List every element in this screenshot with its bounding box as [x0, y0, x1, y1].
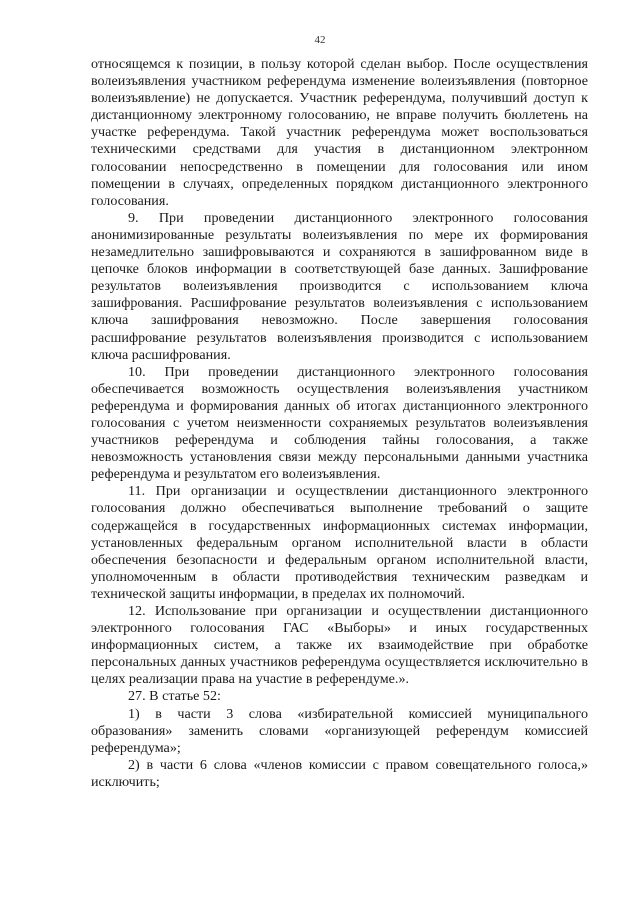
paragraph-clause-9: 9. При проведении дистанционного электронного голосования анонимизированные результаты волеизъявления по мере их формирования незамедлительно зашифровываются и сохраняются в зашифрованном виде в цепочке блоков информации в соответствующей базе данных. Зашифрование результатов волеизъявления производится с использованием ключа зашифрования. Расшифрование результатов волеизъявления с использованием ключа зашифрования невозможно. После завершения голосования расшифрование результатов волеизъявления производится с использованием ключа расшифрования. — [91, 209, 588, 363]
paragraph-clause-11: 11. При организации и осуществлении дистанционного электронного голосования должно обеспечиваться выполнение требований о защите содержащейся в государственных информационных системах информации, установленных федеральным органом исполнительной власти в области обеспечения безопасности и федеральным органом исполнительной власти, уполномоченным в области противодействия техническим разведкам и технической защиты информации, в пределах их полномочий. — [91, 483, 588, 602]
paragraph-continuation: относящемся к позиции, в пользу которой сделан выбор. После осуществления волеизъявления участником референдума изменение волеизъявления (повторное волеизъявление) не допускается. Участник референдума, получивший доступ к дистанционному электронному голосованию, не вправе получить бюллетень на участке референдума. Такой участник референдума может воспользоваться техническими средствами для участия в дистанционном электронном голосовании непосредственно в помещении для голосования или ином помещении в случаях, определенных порядком дистанционного электронного голосования. — [91, 56, 588, 209]
page-number: 42 — [314, 34, 326, 46]
paragraph-article-27: 27. В статье 52: — [128, 688, 221, 705]
paragraph-clause-10: 10. При проведении дистанционного электронного голосования обеспечивается возможность осуществления волеизъявления участником референдума и формирования данных об итогах дистанционного электронного голосования с учетом неизменности сохраняемых результатов волеизъявления участников референдума и соблюдения тайны голосования, а также невозможность установления связи между персональными данными участника референдума и результатом его волеизъявления. — [91, 363, 588, 483]
paragraph-clause-12: 12. Использование при организации и осуществлении дистанционного электронного голосования ГАС «Выборы» и иных государственных информационных систем, а также их взаимодействие при обработке персональных данных участников референдума осуществляется исключительно в целях реализации права на участие в референдуме.». — [91, 603, 588, 688]
document-body — [91, 56, 588, 791]
paragraph-item-2: 2) в части 6 слова «членов комиссии с правом совещательного голоса,» исключить; — [91, 756, 588, 790]
paragraph-item-1: 1) в части 3 слова «избирательной комиссией муниципального образования» заменить словами «организующей референдум комиссией референдума»; — [91, 705, 588, 756]
